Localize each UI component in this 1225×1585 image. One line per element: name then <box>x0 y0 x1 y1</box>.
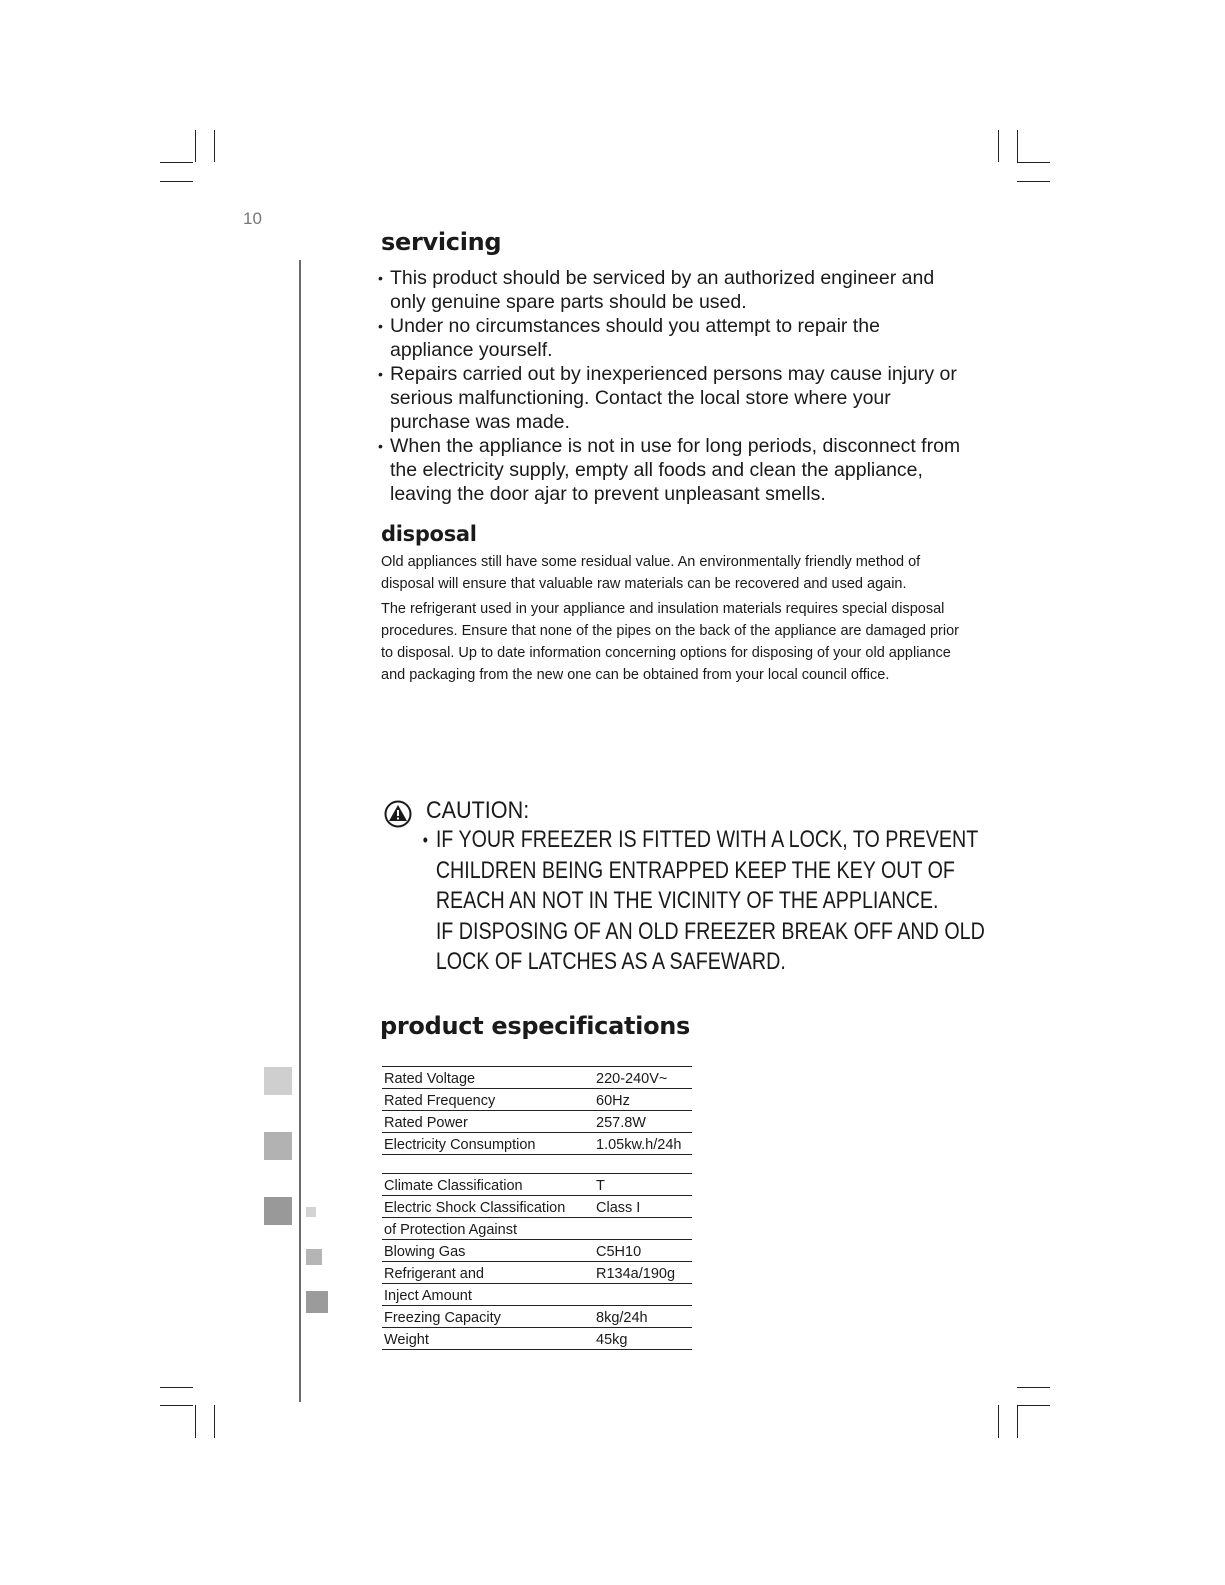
caution-text <box>426 825 985 978</box>
spec-label: Electricity Consumption <box>382 1133 594 1155</box>
disposal-paragraph: The refrigerant used in your appliance and insulation materials requires special disposal procedures. Ensure that none of the pipes on the back of the appliance are damaged prior to disposal. Up to date information concerning options for disposing of your old appliance and packaging from the new one can be obtained from your local council office. <box>381 601 959 683</box>
color-swatch <box>264 1132 292 1160</box>
spec-label: Inject Amount <box>382 1284 594 1306</box>
table-row <box>382 1284 692 1306</box>
margin-rule <box>299 260 301 1402</box>
table-row <box>382 1306 692 1328</box>
color-swatch <box>306 1291 328 1313</box>
spec-value: Class I <box>594 1196 692 1218</box>
spec-value: C5H10 <box>594 1240 692 1262</box>
disposal-heading: disposal <box>381 522 477 546</box>
spec-value: 220-240V~ <box>594 1067 692 1089</box>
specs-table-general <box>382 1173 692 1350</box>
caution-line: • IF YOUR FREEZER IS FITTED WITH A LOCK, TO PREVENT <box>426 825 885 856</box>
caution-line: REACH AN NOT IN THE VICINITY OF THE APPLIANCE. <box>435 887 939 914</box>
table-row <box>382 1111 692 1133</box>
specs-heading: product especifications <box>380 1012 691 1040</box>
spec-value <box>594 1218 692 1240</box>
list-item: • When the appliance is not in use for long periods, disconnect from the electricity supply, empty all foods and clean the appliance, leaving the door ajar to prevent unpleasant smells. <box>381 434 961 506</box>
spec-label: Rated Voltage <box>382 1067 594 1089</box>
spec-label: Rated Frequency <box>382 1089 594 1111</box>
spec-value: T <box>594 1174 692 1196</box>
disposal-paragraph: Old appliances still have some residual value. An environmentally friendly method of disposal will ensure that valuable raw materials can be recovered and used again. <box>381 554 921 592</box>
spec-label: Climate Classification <box>382 1174 594 1196</box>
spec-label: Refrigerant and <box>382 1262 594 1284</box>
page-number: 10 <box>243 209 262 228</box>
table-row <box>382 1262 692 1284</box>
color-swatch <box>264 1197 292 1225</box>
spec-value: 60Hz <box>594 1089 692 1111</box>
list-item: • Repairs carried out by inexperienced persons may cause injury or serious malfunctioning. Contact the local store where your purchase was made. <box>381 362 961 434</box>
specs-table-electrical <box>382 1066 692 1155</box>
spec-label: Blowing Gas <box>382 1240 594 1262</box>
warning-icon <box>384 800 412 828</box>
main-content <box>381 228 961 689</box>
table-row <box>382 1067 692 1089</box>
spec-value: 45kg <box>594 1328 692 1350</box>
spec-label: of Protection Against <box>382 1218 594 1240</box>
color-swatch <box>306 1207 316 1217</box>
table-row <box>382 1196 692 1218</box>
list-item: • This product should be serviced by an authorized engineer and only genuine spare parts should be used. <box>381 266 961 314</box>
spec-label: Rated Power <box>382 1111 594 1133</box>
servicing-list <box>381 266 961 506</box>
table-row <box>382 1218 692 1240</box>
spec-value: R134a/190g <box>594 1262 692 1284</box>
table-row <box>382 1089 692 1111</box>
table-row <box>382 1133 692 1155</box>
caution-line: IF DISPOSING OF AN OLD FREEZER BREAK OFF AND OLD <box>435 917 985 945</box>
spec-value: 1.05kw.h/24h <box>594 1133 692 1155</box>
caution-title: CAUTION: <box>426 797 530 824</box>
spec-value: 8kg/24h <box>594 1306 692 1328</box>
caution-line: CHILDREN BEING ENTRAPPED KEEP THE KEY OUT OF <box>435 856 955 884</box>
spec-value <box>594 1284 692 1306</box>
spec-label: Freezing Capacity <box>382 1306 594 1328</box>
spec-label: Weight <box>382 1328 594 1350</box>
caution-line: LOCK OF LATCHES AS A SAFEWARD. <box>435 948 786 975</box>
color-swatch <box>306 1249 322 1265</box>
table-row <box>382 1174 692 1196</box>
spec-value: 257.8W <box>594 1111 692 1133</box>
servicing-heading: servicing <box>381 228 502 256</box>
list-item: • Under no circumstances should you attempt to repair the appliance yourself. <box>381 314 961 362</box>
table-row <box>382 1328 692 1350</box>
color-swatch <box>264 1067 292 1095</box>
table-row <box>382 1240 692 1262</box>
spec-label: Electric Shock Classification <box>382 1196 594 1218</box>
